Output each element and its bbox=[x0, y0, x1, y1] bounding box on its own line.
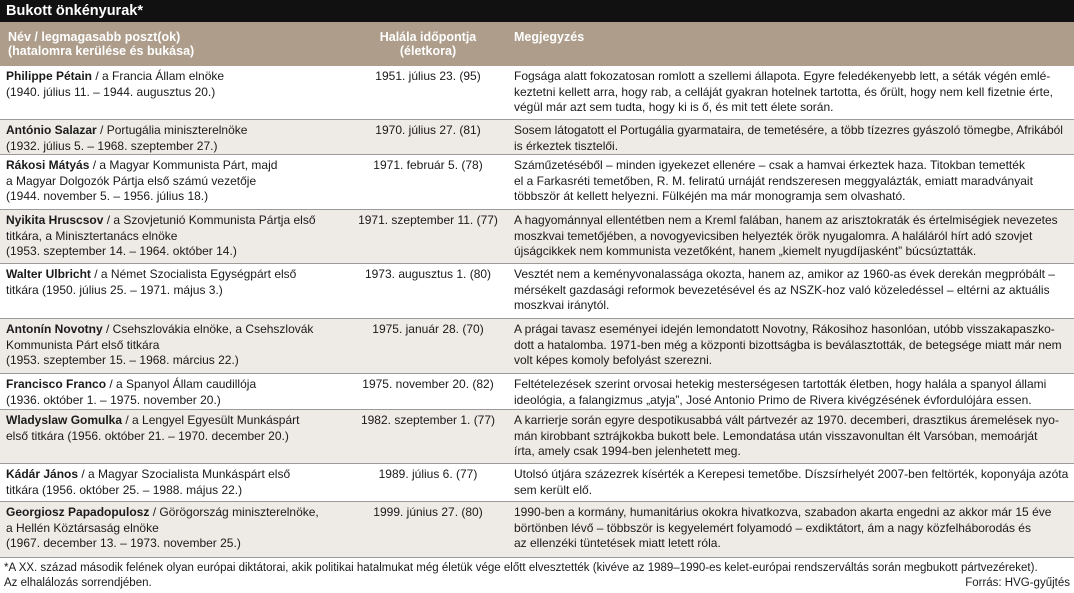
row-death-cell: 1973. augusztus 1. (80) bbox=[364, 267, 492, 281]
person-name: Francisco Franco bbox=[6, 377, 107, 391]
person-name: Georgiosz Papadopulosz bbox=[6, 505, 150, 519]
person-post: / a Spanyol Állam caudillója bbox=[106, 377, 257, 391]
person-post: / Görögország miniszterelnöke, bbox=[149, 505, 319, 519]
row-note-line: keztetni kellett arra, hogy rab, a celláját gyakran hotelnek tartotta, és őrült, hogy nem kell fizetnie érte, bbox=[514, 84, 1053, 99]
row-name-line2: a Magyar Dolgozók Pártja első számú vezetője bbox=[6, 173, 257, 188]
row-note-line: Sosem látogatott el Portugália gyarmataira, de temetésére, a több tízezres gyászoló tömegbe, Afrikából bbox=[514, 123, 1063, 137]
row-name-cell bbox=[6, 213, 340, 260]
row-name-line3: (1953. szeptember 15. – 1968. március 22.) bbox=[6, 353, 239, 367]
row-death-cell: 1982. szeptember 1. (77) bbox=[360, 413, 496, 427]
person-name: Wladyslaw Gomulka bbox=[6, 413, 123, 427]
row-note-cell bbox=[514, 467, 1070, 498]
person-name: Rákosi Mátyás bbox=[6, 158, 90, 172]
table-row bbox=[0, 319, 1074, 374]
row-note-cell bbox=[514, 413, 1070, 460]
row-name-cell bbox=[6, 158, 340, 205]
row-death-cell: 1951. július 23. (95) bbox=[375, 69, 481, 83]
row-note-line: volt képes komoly befolyást szerezni. bbox=[514, 353, 713, 367]
person-name: Kádár János bbox=[6, 467, 79, 481]
header-death-line1: Halála időpontja bbox=[379, 30, 477, 44]
row-note-line: újságcikkek nem kommunista vezetőként, hanem „kiemelt nyugdíjasként” búcsúztatták. bbox=[514, 244, 977, 258]
row-name-line bbox=[6, 467, 340, 483]
row-name-line bbox=[6, 158, 340, 174]
header-name-column bbox=[8, 30, 194, 58]
table-row bbox=[0, 374, 1074, 410]
table-row bbox=[0, 155, 1074, 210]
table-row bbox=[0, 66, 1074, 120]
row-death-cell: 1975. november 20. (82) bbox=[362, 377, 494, 391]
row-name-line2: titkára (1950. július 25. – 1971. május 3.) bbox=[6, 282, 223, 297]
row-note-line: is érkeztek tisztelői. bbox=[514, 138, 619, 153]
row-note-line: Feltételezések szerint orvosai hetekig mesterségesen tartották életben, hogy halála a spanyol állami bbox=[514, 377, 1047, 391]
person-name: Antonín Novotny bbox=[6, 322, 103, 336]
row-name-line bbox=[6, 377, 340, 393]
person-post: / a Német Szocialista Egységpárt első bbox=[90, 267, 297, 281]
row-note-line: moszkvai iránytól. bbox=[514, 298, 610, 312]
row-note-line: Utolsó útjára százezrek kísérték a Kerepesi temetőbe. Díszsírhelyét 2007-ben feltörték, koponyája azóta bbox=[514, 467, 1069, 481]
row-name-line bbox=[6, 322, 340, 338]
row-name-line bbox=[6, 213, 340, 229]
row-note-cell bbox=[514, 158, 1070, 205]
header-name-line2: (hatalomra kerülése és bukása) bbox=[8, 44, 195, 58]
row-note-line: A prágai tavasz eseményei idején lemondatott Novotny, Rákosihoz hasonlóan, utóbb visszakapaszko- bbox=[514, 322, 1055, 336]
person-post: / a Lengyel Egyesült Munkáspárt bbox=[122, 413, 300, 427]
row-name-cell bbox=[6, 267, 340, 298]
source-credit: Forrás: HVG-gyűjtés bbox=[965, 577, 1070, 589]
row-death-cell: 1971. február 5. (78) bbox=[373, 158, 483, 172]
row-name-line2: titkára, a Minisztertanács elnöke bbox=[6, 228, 178, 243]
row-death-cell: 1971. szeptember 11. (77) bbox=[358, 213, 498, 227]
table-row bbox=[0, 210, 1074, 264]
row-note-line: többször át kellett helyezni. Fülkéjén ma már monogramja sem olvasható. bbox=[514, 189, 906, 203]
row-name-line3: (1944. november 5. – 1956. július 18.) bbox=[6, 189, 209, 203]
row-note-line: 1990-ben a kormány, humanitárius okokra hivatkozva, szabadon akarta engedni az akkor már 15 éve bbox=[514, 505, 1052, 519]
header-name-line1: Név / legmagasabb poszt(ok) bbox=[8, 30, 181, 44]
table-header bbox=[0, 22, 1074, 66]
row-death-cell: 1989. július 6. (77) bbox=[378, 467, 478, 481]
row-death-cell: 1970. július 27. (81) bbox=[375, 123, 481, 137]
row-name-line bbox=[6, 267, 340, 283]
row-name-line bbox=[6, 413, 340, 429]
row-note-cell bbox=[514, 213, 1070, 260]
row-note-line: mán kirobbant sztrájkokba bukott bele. Lemondatása után visszavonultan élt Varsóban, memoárját bbox=[514, 428, 1038, 443]
row-note-line: mérsékelt gazdasági reformok bevezetésével és az NSZK-hoz való közeledéssel – eltérni az aktuális bbox=[514, 282, 1050, 297]
table-row bbox=[0, 464, 1074, 502]
row-name-line2: titkára (1956. október 25. – 1988. május 22.) bbox=[6, 482, 243, 497]
row-name-line2: (1932. július 5. – 1968. szeptember 27.) bbox=[6, 138, 218, 153]
row-name-cell bbox=[6, 377, 340, 408]
row-name-cell bbox=[6, 69, 340, 100]
row-note-line: ideológia, a falangizmus „atyja”, José Antonio Primo de Rivera kivégzésének évfordulójára essen. bbox=[514, 392, 1032, 407]
table-title: Bukott önkényurak* bbox=[0, 0, 1074, 22]
row-note-cell bbox=[514, 377, 1070, 408]
row-note-line: dott a hatalomba. 1971-ben még a központi bizottságba is beválasztották, de betegsége miatt már nem bbox=[514, 337, 1062, 352]
row-note-line: sem került elő. bbox=[514, 482, 593, 497]
row-note-line: írta, amely csak 1994-ben jelenhetett meg. bbox=[514, 444, 741, 458]
row-name-cell bbox=[6, 413, 340, 444]
person-post: / Portugália miniszterelnöke bbox=[96, 123, 248, 137]
row-note-line: el a Farkasréti temetőben, R. M. feliratú urnáját rendszeresen meggyalázták, emiatt maradványait bbox=[514, 173, 1033, 188]
person-post: / a Szovjetunió Kommunista Pártja első bbox=[103, 213, 316, 227]
table-row bbox=[0, 502, 1074, 558]
row-name-line2: Kommunista Párt első titkára bbox=[6, 337, 160, 352]
row-name-line2: a Hellén Köztársaság elnöke bbox=[6, 520, 159, 535]
row-name-line bbox=[6, 505, 340, 521]
table-row bbox=[0, 120, 1074, 155]
row-note-line: Száműzetéséből – minden igyekezet ellenére – csak a hamvai érkeztek haza. Titokban temették bbox=[514, 158, 1025, 172]
row-note-cell bbox=[514, 123, 1070, 154]
row-name-line3: (1953. szeptember 14. – 1964. október 14.) bbox=[6, 244, 237, 258]
row-name-line2: (1936. október 1. – 1975. november 20.) bbox=[6, 392, 221, 407]
row-note-cell bbox=[514, 505, 1070, 552]
person-post: / a Francia Állam elnöke bbox=[92, 69, 225, 83]
row-note-line: moszkvai temetőjében, a novogyevicsiben helyezték örök nyugalomra. A haláláról hírt adó szovjet bbox=[514, 228, 1033, 243]
row-note-line: A karrierje során egyre despotikusabbá vált pártvezér az 1970. decemberi, drasztikus áremelések nyo- bbox=[514, 413, 1059, 427]
row-name-line bbox=[6, 123, 340, 139]
row-name-line2: első titkára (1956. október 21. – 1970. december 20.) bbox=[6, 428, 289, 443]
row-name-line2: (1940. július 11. – 1944. augusztus 20.) bbox=[6, 84, 216, 99]
footnote bbox=[4, 561, 1070, 591]
table-row bbox=[0, 264, 1074, 319]
person-post: / a Magyar Szocialista Munkáspárt első bbox=[78, 467, 291, 481]
row-note-line: végül már azt sem tudta, hogy ki is ő, és mit tett élete során. bbox=[514, 100, 834, 114]
row-note-cell bbox=[514, 322, 1070, 369]
row-note-line: Vesztét nem a keményvonalassága okozta, hanem az, amikor az 1960-as évek derekán megpróbált – bbox=[514, 267, 1055, 281]
footnote-line1: *A XX. század második felének olyan európai diktátorai, akik politikai hatalmukat még életük vége előtt elvesztették (kivéve az 1989–1990-es kelet-európai rendszerváltás során megbukott pártvezéreket). bbox=[4, 562, 1038, 574]
row-name-cell bbox=[6, 123, 340, 154]
row-note-line: Fogsága alatt fokozatosan romlott a szellemi állapota. Egyre feledékenyebb lett, a séták végén emlé- bbox=[514, 69, 1051, 83]
person-post: / a Magyar Kommunista Párt, majd bbox=[89, 158, 278, 172]
header-death-column bbox=[348, 30, 508, 58]
table-row bbox=[0, 410, 1074, 464]
row-note-line: az ellenzéki tüntetések miatt letett róla. bbox=[514, 536, 721, 550]
person-name: Walter Ulbricht bbox=[6, 267, 91, 281]
row-note-line: A hagyománnyal ellentétben nem a Kreml falában, hanem az arisztokraták és értelmiségiek nevezetes bbox=[514, 213, 1058, 227]
person-name: António Salazar bbox=[6, 123, 97, 137]
row-note-cell bbox=[514, 267, 1070, 314]
row-death-cell: 1999. június 27. (80) bbox=[373, 505, 483, 519]
row-note-cell bbox=[514, 69, 1070, 116]
row-name-line bbox=[6, 69, 340, 85]
row-name-cell bbox=[6, 505, 340, 552]
footnote-line2: Az elhalálozás sorrendjében. bbox=[4, 577, 152, 589]
person-post: / Csehszlovákia elnöke, a Csehszlovák bbox=[102, 322, 314, 336]
row-note-line: börtönben lévő – többször is kegyelemért folyamodó – exdiktátort, ám a nagy közfelháborodás és bbox=[514, 520, 1031, 535]
row-death-cell: 1975. január 28. (70) bbox=[372, 322, 484, 336]
header-note-column: Megjegyzés bbox=[514, 30, 585, 44]
row-name-cell bbox=[6, 322, 340, 369]
person-name: Nyikita Hruscsov bbox=[6, 213, 104, 227]
person-name: Philippe Pétain bbox=[6, 69, 93, 83]
row-name-line3: (1967. december 13. – 1973. november 25.) bbox=[6, 536, 241, 550]
row-name-cell bbox=[6, 467, 340, 498]
header-death-line2: (életkora) bbox=[399, 44, 457, 58]
